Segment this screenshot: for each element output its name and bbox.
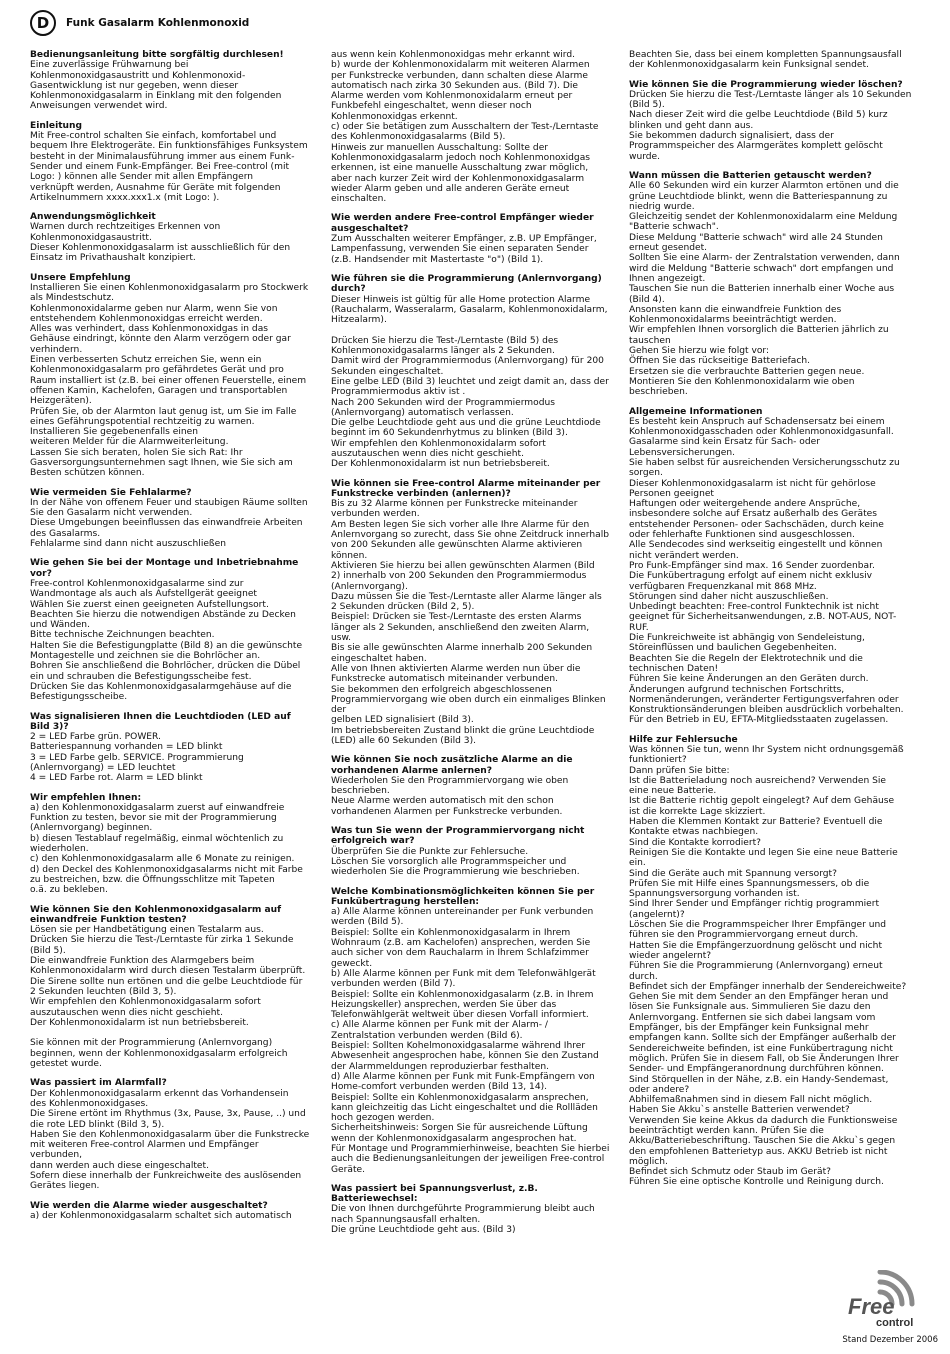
section-heading: Wie vermeiden Sie Fehlalarme? <box>30 487 192 498</box>
section-text: Bis zu 32 Alarme können per Funkstrecke miteinander verbunden werden. Am Besten legen Sie sich vorher alle Ihre Alarme für den Anlernvorgang so zurecht, dass Sie ohne Zeitdruck innerhalb von 200 Sekunden alle gewünschten Alarme aktivieren können. Aktivieren Sie hierzu bei allen gewünschten Alarmen (Bild 2) innerhalb von 200 Sekunden den Programmiermodus (Anlernvorgang). Dazu müssen Sie die Test-/Lerntaste aller Alarme länger als 2 Sekunden drücken (Bild 2, 5). Beispiel: Drücken sie Test-/Lerntaste des ersten Alarms länger als 2 Sekunden, anschließend den zweiten Alarm, usw. Bis sie alle gewünschten Alarme innerhalb 200 Sekunden eingeschaltet haben. Alle von Ihnen aktivierten Alarme werden nun über die Funkstrecke automatisch miteinander verbunden. Sie bekommen den erfolgreich abgeschlossenen Programmiervorgang wie oben durch ein einmaliges Blinken der gelben LED signalisiert (Bild 3). Im betriebsbereiten Zustand blinkt die grüne Leuchtdiode (LED) alle 60 Sekunden (Bild 3). <box>331 499 609 746</box>
section <box>629 50 919 71</box>
section <box>331 213 613 264</box>
section-heading: Was signalisieren Ihnen die Leuchtdioden (LED auf Bild 3)? <box>30 711 291 732</box>
section <box>30 793 312 896</box>
section-text: a) Alle Alarme können untereinander per Funk verbunden werden (Bild 5). Beispiel: Sollte ein Kohlenmonoxidgasalarm in Ihrem Wohnraum (z.B. am Kachelofen) ansprechen, werden Sie auch sicher von dem Rauchalarm in Ihrem Schlafzimmer geweckt. b) Alle Alarme können per Funk mit dem Telefonwählgerät verbunden werden (Bild 7). Beispiel: Sollte ein Kohlenmonoxidgasalarm (z.B. in Ihrem Heizungskeller) ansprechen, werden Sie über das Telefonwählgerät weltweit über diesen Vorfall informiert. c) Alle Alarme können per Funk mit der Alarm- / Zentralstation verbunden werden (Bild 6). Beispiel: Sollten Kohelmonoxidgasalarme während Ihrer Abwesenheit angesprochen habe, können Sie den Zustand der Alarmmeldungen reproduzierbar festhalten. d) Alle Alarme können per Funk mit Funk-Empfängern von Home-comfort verbunden werden (Bild 13, 14). Beispiel: Sollte ein Kohlenmonoxidgasalarm ansprechen, kann gleichzeitig das Licht eingeschaltet und die Rollläden hoch gezogen werden. Sicherheitshinweis: Sorgen Sie für ausreichende Lüftung wenn der Kohlenmonoxidgasalarm angesprochen hat. Für Montage und Programmierhinweise, beachten Sie hierbei auch die Bedienungsanleitungen der jeweiligen Free-control Geräte. <box>331 907 610 1175</box>
section-heading: Unsere Empfehlung <box>30 272 131 283</box>
section-text: Der Kohlenmonoxidgasalarm erkennt das Vorhandensein des Kohlenmonoxidgases. Die Sirene ertönt im Rhythmus (3x, Pause, 3x, Pause, ..) und die rote LED blinkt (Bild 3, 5). Haben Sie den Kohlenmonoxidgasalarm über die Funkstrecke mit weiteren Free-control Alarmen und Empfänger verbunden, dann werden auch diese eingeschaltet. Sofern diese innerhalb der Funkreichweite des auslösenden Gerätes liegen. <box>30 1088 310 1192</box>
section <box>30 212 312 263</box>
section <box>331 479 613 747</box>
section <box>331 887 613 1175</box>
section-text: Es besteht kein Anspruch auf Schadensersatz bei einem Kohlenmonoxidgasschaden oder Kohlenmonoxidgasunfall. Gasalarme sind kein Ersatz für Sach- oder Lebensversicherungen. Sie haben selbst für ausreichenden Versicherungsschutz zu sorgen. Dieser Kohlenmonoxidgasalarm ist nicht für gehörlose Personen geeignet Haftungen oder weitergehende andere Ansprüche, insbesondere solche auf Ersatz außerhalb des Gerätes entstehender Personen- oder Sachschäden, durch keine oder fehlerhafte Funktionen sind ausgeschlossen. Alle Sendecodes sind werkseitig eingestellt und können nicht verändert werden. Pro Funk-Empfänger sind max. 16 Sender zuordenbar. Die Funkübertragung erfolgt auf einem nicht exklusiv verfügbaren Frequenzkanal mit 868 MHz. Störungen sind daher nicht auszuschließen. Unbedingt beachten: Free-control Funktechnik ist nicht geeignet für Sicherheitsanwendungen, z.B. NOT-AUS, NOT- RUF. Die Funkreichweite ist abhängig von Sendeleistung, Störeinflüssen und baulichen Gegebenheiten. Beachten Sie die Regeln der Elektrotechnik und die technischen Daten! Führen Sie keine Änderungen an den Geräten durch. Änderungen aufgrund technischen Fortschritts, Normenänderungen, veränderter Fertigungsverfahren oder Konstruktionsänderungen bleiben ausdrücklich vorbehalten. Für den Betrieb in EU, EFTA-Mitgliedsstaaten zugelassen. <box>629 416 904 726</box>
section-text: Alle 60 Sekunden wird ein kurzer Alarmton ertönen und die grüne Leuchtdiode blinkt, wenn die Batteriespannung zu niedrig wurde. Gleichzeitig sendet der Kohlenmonoxidalarm eine Meldung "Batterie schwach". Diese Meldung "Batterie schwach" wird alle 24 Stunden erneut gesendet. Sollten Sie eine Alarm- der Zentralstation verwenden, dann wird die Meldung "Batterie schwach" dort empfangen und Ihnen angezeigt. Tauschen Sie nun die Batterien innerhalb einer Woche aus (Bild 4). Ansonsten kann die einwandfreie Funktion des Kohlenmonoxidalarms beeinträchtigt werden. Wir empfehlen Ihnen vorsorglich die Batterien jährlich zu tauschen Gehen Sie hierzu wie folgt vor: Öffnen Sie das rückseitige Batteriefach. Ersetzen sie die verbrauchte Batterien gegen neue. Montieren Sie den Kohlenmonoxidalarm wie oben beschrieben. <box>629 181 900 398</box>
section-text: In der Nähe von offenem Feuer und staubigen Räume sollten Sie den Gasalarm nicht verwenden. Diese Umgebungen beeinflussen das einwandfreie Arbeiten des Gasalarms. Fehlalarme sind dann nicht auszuschließen <box>30 497 308 550</box>
section-text: Drücken Sie hierzu die Test-/Lerntaste länger als 10 Sekunden (Bild 5). Nach dieser Zeit wird die gelbe Leuchtdiode (Bild 5) kurz blinken und geht dann aus. Sie bekommen dadurch signalisiert, dass der Programmspeicher des Alarmgerätes komplett gelöscht wurde. <box>629 89 912 162</box>
section-heading: Was tun Sie wenn der Programmiervorgang nicht erfolgreich war? <box>331 826 585 847</box>
section-text: Was können Sie tun, wenn Ihr System nicht ordnungsgemäß funktioniert? Dann prüfen Sie bitte: Ist die Batterieladung noch ausreichend? Verwenden Sie eine neue Batterie. Ist die Batterie richtig gepolt eingelegt? Auf dem Gehäuse ist die korrekte Lage skizziert. Haben die Klemmen Kontakt zur Batterie? Eventuell die Kontakte etwas nachbiegen. Sind die Kontakte korrodiert? Reinigen Sie die Kontakte und legen Sie eine neue Batterie ein. Sind die Geräte auch mit Spannung versorgt? Prüfen Sie mit Hilfe eines Spannungsmessers, ob die Spannungsversorgung vorhanden ist. Sind Ihrer Sender und Empfänger richtig programmiert (angelernt)? Löschen Sie die Programmspeicher Ihrer Empfänger und führen sie den Programmiervorgang erneut durch. Hatten Sie die Empfängerzuordnung gelöscht und nicht wieder angelernt? Führen Sie die Programmierung (Anlernvorgang) erneut durch. Befindet sich der Empfänger innerhalb der Sendereichweite? Gehen Sie mit dem Sender an den Empfänger heran und lösen Sie Funksignale aus. Simmulieren Sie dazu den Anlernvorgang. Entfernen sie sich dabei langsam vom Empfänger, bis der Empfänger kein Funksignal mehr empfangen kann. Sollte sich der Empfänger außerhalb der Sendereichweite befinden, ist eine Funkübertragung nicht möglich. Prüfen Sie in diesem Fall, ob Sie Änderungen Ihrer Sender- und Empfängeranordnung durchführen können. Sind Störquellen in der Nähe, z.B. ein Handy-Sendemast, oder andere? Abhilfemaßnahmen sind in diesem Fall nicht möglich. Haben Sie Akku`s anstelle Batterien verwendet? Verwenden Sie keine Akkus da dadurch die Funktionsweise beeinträchtigt werden kann. Prüfen Sie die Akku/Batteriebeschriftung. Tauschen Sie die Akku`s gegen den empfohlenen Batterietyp aus. AKKU Betrieb ist nicht möglich. Befindet sich Schmutz oder Staub im Gerät? Führen Sie eine optische Kontrolle und Reinigung durch. <box>629 745 907 1188</box>
section <box>30 1078 312 1191</box>
section-text: Lösen sie per Handbetätigung einen Testalarm aus. Drücken Sie hierzu die Test-/Lerntaste für zirka 1 Sekunde (Bild 5). Die einwandfreie Funktion des Alarmgebers beim Kohlenmonoxidalarm wird durch diesen Testalarm überprüft. Die Sirene sollte nun ertönen und die gelbe Leuchtdiode für 2 Sekunden leuchten (Bild 3, 5). Wir empfehlen den Kohlenmonoxidgasalarm sofort auszutauschen wenn dies nicht geschieht. Der Kohlenmonoxidalarm ist nun betriebsbereit. Sie können mit der Programmierung (Anlernvorgang) beginnen, wenn der Kohlenmonoxidgasalarm erfolgreich getestet wurde. <box>30 925 306 1070</box>
document-date: Stand Dezember 2006 <box>842 1335 938 1345</box>
section-text: Überprüfen Sie die Punkte zur Fehlersuche. Löschen Sie vorsorglich alle Programmspeicher und wiederholen Sie die Programmierung wie beschrieben. <box>331 846 580 878</box>
section <box>30 273 312 479</box>
section <box>30 488 312 550</box>
section-heading: Wie führen sie die Programmierung (Anlernvorgang) durch? <box>331 273 602 295</box>
section-text: Installieren Sie einen Kohlenmonoxidgasalarm pro Stockwerk als Mindestschutz. Kohlenmonoxidalarme geben nur Alarm, wenn Sie von entstehendem Kohlenmonoxidgas erreicht werden. Alles was verhindert, dass Kohlenmonoxidgas in das Gehäuse eindringt, könnte den Alarm verzögern oder gar verhindern. Einen verbesserten Schutz erreichen Sie, wenn ein Kohlenmonoxidgasalarm pro gefährdetes Gerät und pro Raum installiert ist (z.B. bei einer offenen Feuerstelle, einem offenen Kamin, Kachelofen, Garagen und transportablen Heizgeräten). Prüfen Sie, ob der Alarmton laut genug ist, um Sie im Falle eines Gefährungspotential rechtzeitig zu warnen. Installieren Sie gegebenenfalls einen weiteren Melder für die Alarmweiterleitung. Lassen Sie sich beraten, holen Sie sich Rat: Ihr Gasversorgungsunternehmen sagt Ihnen, wie Sie sich am Besten schützen können. <box>30 282 309 479</box>
section-heading: Einleitung <box>30 120 83 131</box>
section-text: Die von Ihnen durchgeführte Programmierung bleibt auch nach Spannungsausfall erhalten. Die grüne Leuchtdiode geht aus. (Bild 3) <box>331 1204 595 1236</box>
section-heading: Wie gehen Sie bei der Montage und Inbetriebnahme vor? <box>30 558 299 579</box>
section-heading: Wir empfehlen Ihnen: <box>30 792 142 803</box>
free-control-logo <box>818 1270 928 1330</box>
section-heading: Bedienungsanleitung bitte sorgfältig durchlesen! <box>30 50 284 60</box>
section <box>30 905 312 1070</box>
section <box>30 121 312 203</box>
section-text: a) der Kohlenmonoxidgasalarm schaltet sich automatisch <box>30 1210 292 1221</box>
section <box>30 712 312 784</box>
section-heading: Wie können Sie den Kohlenmonoxidgasalarm auf einwandfreie Funktion testen? <box>30 904 282 925</box>
section <box>331 274 613 470</box>
section <box>30 558 312 702</box>
section-text: aus wenn kein Kohlenmonoxidgas mehr erkannt wird. b) wurde der Kohlenmonoxidalarm mit weiteren Alarmen per Funkstrecke verbunden, dann schalten diese Alarme automatisch nach zirka 30 Sekunden aus. (Bild 7). Die Alarme werden vom Kohlenmonoxidalarm erneut per Funkbefehl eingeschaltet, wenn dieser noch Kohlenmonoxidgas erkennt. c) oder Sie betätigen zum Ausschaltern der Test-/Lerntaste des Kohlenmonoxidgasalarms (Bild 5). Hinweis zur manuellen Ausschaltung: Sollte der Kohlenmonoxidgasalarm jedoch noch Kohlenmonoxidgas erkennen, ist eine manuelle Ausschaltung zwar möglich, aber nach kurzer Zeit wird der Kohlenmonoxidgasalarm wieder Alarm geben und alle anderen Geräte erneut einschalten. <box>331 50 599 205</box>
section <box>30 50 312 112</box>
section <box>629 171 919 398</box>
section-text: a) den Kohlenmonoxidgasalarm zuerst auf einwandfreie Funktion zu testen, bevor sie mit der Programmierung (Anlernvorgang) beginnen. b) diesen Testablauf regelmäßig, einmal wöchtenlich zu wiederholen. c) den Kohlenmonoxidgasalarm alle 6 Monate zu reinigen. d) den Deckel des Kohlenmonoxidgasalarms nicht mit Farbe zu bestreichen, bzw. die Öffnungsschlitze mit Tapeten o.ä. zu bekleben. <box>30 802 303 896</box>
section-heading: Wie können sie Free-control Alarme miteinander per Funkstrecke verbinden (anlernen)? <box>331 478 601 499</box>
section-text: Beachten Sie, dass bei einem kompletten Spannungsausfall der Kohlenmonoxidgasalarm kein Funksignal sendet. <box>629 50 902 71</box>
text-column-2 <box>331 50 613 1244</box>
section <box>629 407 919 726</box>
section-text: 2 = LED Farbe grün. POWER. Batteriespannung vorhanden = LED blinkt 3 = LED Farbe gelb. SERVICE. Programmierung (Anlernvorgang) = LED leuchtet 4 = LED Farbe rot. Alarm = LED blinkt <box>30 732 244 784</box>
text-column-1 <box>30 50 312 1230</box>
section-heading: Wie können Sie die Programmierung wieder löschen? <box>629 79 903 90</box>
section-text: Dieser Hinweis ist gültig für alle Home protection Alarme (Rauchalarm, Wasseralarm, Gasalarm, Kohlenmonoxidalarm, Hitzealarm). Drücken Sie hierzu die Test-/Lerntaste (Bild 5) des Kohlenmonoxidgasalarms länger als 2 Sekunden. Damit wird der Programmiermodus (Anlernvorgang) für 200 Sekunden eingeschaltet. Eine gelbe LED (Bild 3) leuchtet und zeigt damit an, dass der Programmiermodus aktiv ist . Nach 200 Sekunden wird der Programmiermodus (Anlernvorgang) automatisch verlassen. Die gelbe Leuchtdiode geht aus und die grüne Leuchtdiode beginnt im 60 Sekundenrhytmus zu blinken (Bild 3). Wir empfehlen den Kohlenmonoxidalarm sofort auszutauschen wenn dies nicht geschieht. Der Kohlenmonoxidalarm ist nun betriebsbereit. <box>331 294 609 470</box>
section-heading: Wie können Sie noch zusätzliche Alarme an die vorhandenen Alarme anlernen? <box>331 755 573 776</box>
section-heading: Anwendungsmöglichkeit <box>30 212 156 223</box>
document-title: Funk Gasalarm Kohlenmonoxid <box>66 17 250 29</box>
section-heading: Was passiert bei Spannungsverlust, z.B. Batteriewechsel: <box>331 1183 538 1205</box>
section-text: Zum Ausschalten weiterer Empfänger, z.B. UP Empfänger, Lampenfassung, verwenden Sie einen separaten Sender (z.B. Handsender mit Mastertaste "o") (Bild 1). <box>331 234 597 265</box>
section <box>30 1201 312 1222</box>
section-text: Eine zuverlässige Frühwarnung bei Kohlenmonoxidgasaustritt und Kohlenmonoxid- Gasentwicklung ist nur gegeben, wenn dieser Kohlenmonoxidgasalarm in Einklang mit den folgenden Anweisungen verwendet wird. <box>30 60 282 112</box>
section <box>331 50 613 204</box>
section-text: Warnen durch rechtzeitiges Erkennen von Kohlenmonoxidgasaustritt. Dieser Kohlenmonoxidgasalarm ist ausschließlich für den Einsatz im Privathaushalt konzipiert. <box>30 222 291 264</box>
section-heading: Wie werden die Alarme wieder ausgeschaltet? <box>30 1200 268 1211</box>
logo-word: Free <box>848 1294 895 1319</box>
section-heading: Wann müssen die Batterien getauscht werden? <box>629 170 872 181</box>
section-heading: Allgemeine Informationen <box>629 406 763 417</box>
page-header <box>30 8 249 38</box>
section-text: Mit Free-control schalten Sie einfach, komfortabel und bequem Ihre Elektrogeräte. Ein funktionsfähiges Funksystem besteht in der Minimalausführung immer aus einem Funk- Sender und einem Funk-Empfänger. Bei Free-control (mit Logo: ) können alle Sender mit allen Empfängern verknüpft werden, Ausnahme für Geräte mit folgenden Artikelnummern xxxx.xxx1.x (mit Logo: ). <box>30 131 308 203</box>
section-heading: Wie werden andere Free-control Empfänger wieder ausgeschaltet? <box>331 213 594 234</box>
language-badge: D <box>30 10 56 36</box>
section <box>629 735 919 1188</box>
section-text: Wiederholen Sie den Programmiervorgang wie oben beschrieben. Neue Alarme werden automatisch mit den schon vorhandenen Alarmen per Funkstrecke verbunden. <box>331 775 569 817</box>
section-heading: Was passiert im Alarmfall? <box>30 1078 167 1089</box>
section <box>331 826 613 877</box>
section-heading: Hilfe zur Fehlersuche <box>629 734 738 745</box>
section-heading: Welche Kombinationsmöglichkeiten können Sie per Funkübertragung herstellen: <box>331 886 595 907</box>
text-column-3 <box>629 50 919 1197</box>
section <box>331 1184 613 1235</box>
logo-sub: control <box>876 1317 914 1329</box>
section-text: Free-control Kohlenmonoxidgasalarme sind zur Wandmontage als auch als Aufstellgerät geeignet Wählen Sie zuerst einen geeigneten Aufstellungsort. Beachten Sie hierzu die notwendigen Abstände zu Decken und Wänden. Bitte technische Zeichnungen beachten. Halten Sie die Befestigungplatte (Bild 8) an die gewünschte Montagestelle und zeichnen sie die Bohrlöcher an. Bohren Sie anschließend die Bohrlöcher, drücken die Dübel ein und schrauben die Befestigungsscheibe fest. Drücken Sie das Kohlenmonoxidgasalarmgehäuse auf die Befestigungsscheibe. <box>30 578 303 703</box>
section <box>331 755 613 817</box>
section <box>629 80 919 162</box>
